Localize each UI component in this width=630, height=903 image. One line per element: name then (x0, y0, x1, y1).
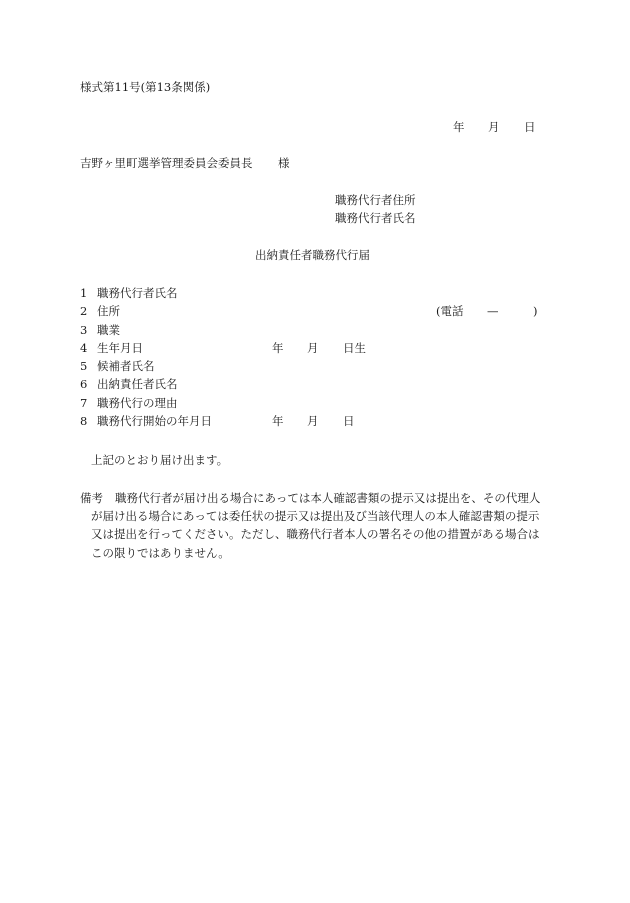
submit-date-month: 月 (488, 120, 500, 134)
item-number: 1 (80, 286, 88, 300)
item-label: 生年月日 (97, 341, 143, 355)
honorific: 様 (278, 156, 290, 170)
statement: 上記のとおり届け出ます。 (91, 453, 229, 467)
start-date-day: 日 (343, 414, 355, 428)
start-date-year: 年 (272, 414, 284, 428)
remarks-line: この限りではありません。 (91, 546, 230, 560)
phone-open: (電話 (436, 304, 464, 318)
submitter-name-label: 職務代行者氏名 (335, 211, 416, 225)
form-number: 様式第11号(第13条関係) (80, 80, 211, 94)
item-label: 職務代行者氏名 (97, 286, 178, 300)
submit-date-day: 日 (524, 120, 536, 134)
item-number: 7 (80, 396, 88, 410)
item-number: 5 (80, 359, 88, 373)
item-label: 職務代行の理由 (97, 396, 178, 410)
item-number: 2 (80, 304, 88, 318)
phone-close: ) (533, 304, 538, 318)
item-label: 住所 (97, 304, 120, 318)
item-number: 4 (80, 341, 88, 355)
remarks-line: 職務代行者が届け出る場合にあっては本人確認書類の提示又は提出を、その代理人 (115, 491, 541, 505)
item-label: 候補者氏名 (97, 359, 155, 373)
item-number: 8 (80, 414, 88, 428)
remarks-label: 備考 (80, 491, 103, 505)
phone-dash: — (487, 304, 499, 318)
item-label: 出納責任者氏名 (97, 377, 178, 391)
submitter-address-label: 職務代行者住所 (335, 193, 416, 207)
submit-date-year: 年 (453, 120, 465, 134)
item-number: 3 (80, 323, 88, 337)
remarks-line: 又は提出を行ってください。ただし、職務代行者本人の署名その他の措置がある場合は (91, 527, 540, 541)
item-number: 6 (80, 377, 88, 391)
birth-date-year: 年 (272, 341, 284, 355)
document-title: 出納責任者職務代行届 (255, 248, 370, 262)
birth-date-month: 月 (307, 341, 319, 355)
start-date-month: 月 (307, 414, 319, 428)
item-label: 職業 (97, 323, 120, 337)
remarks-line: が届け出る場合にあっては委任状の提示又は提出及び当該代理人の本人確認書類の提示 (91, 509, 540, 523)
addressee: 吉野ヶ里町選挙管理委員会委員長 (80, 156, 253, 170)
item-label: 職務代行開始の年月日 (97, 414, 212, 428)
birth-date-day: 日生 (343, 341, 366, 355)
